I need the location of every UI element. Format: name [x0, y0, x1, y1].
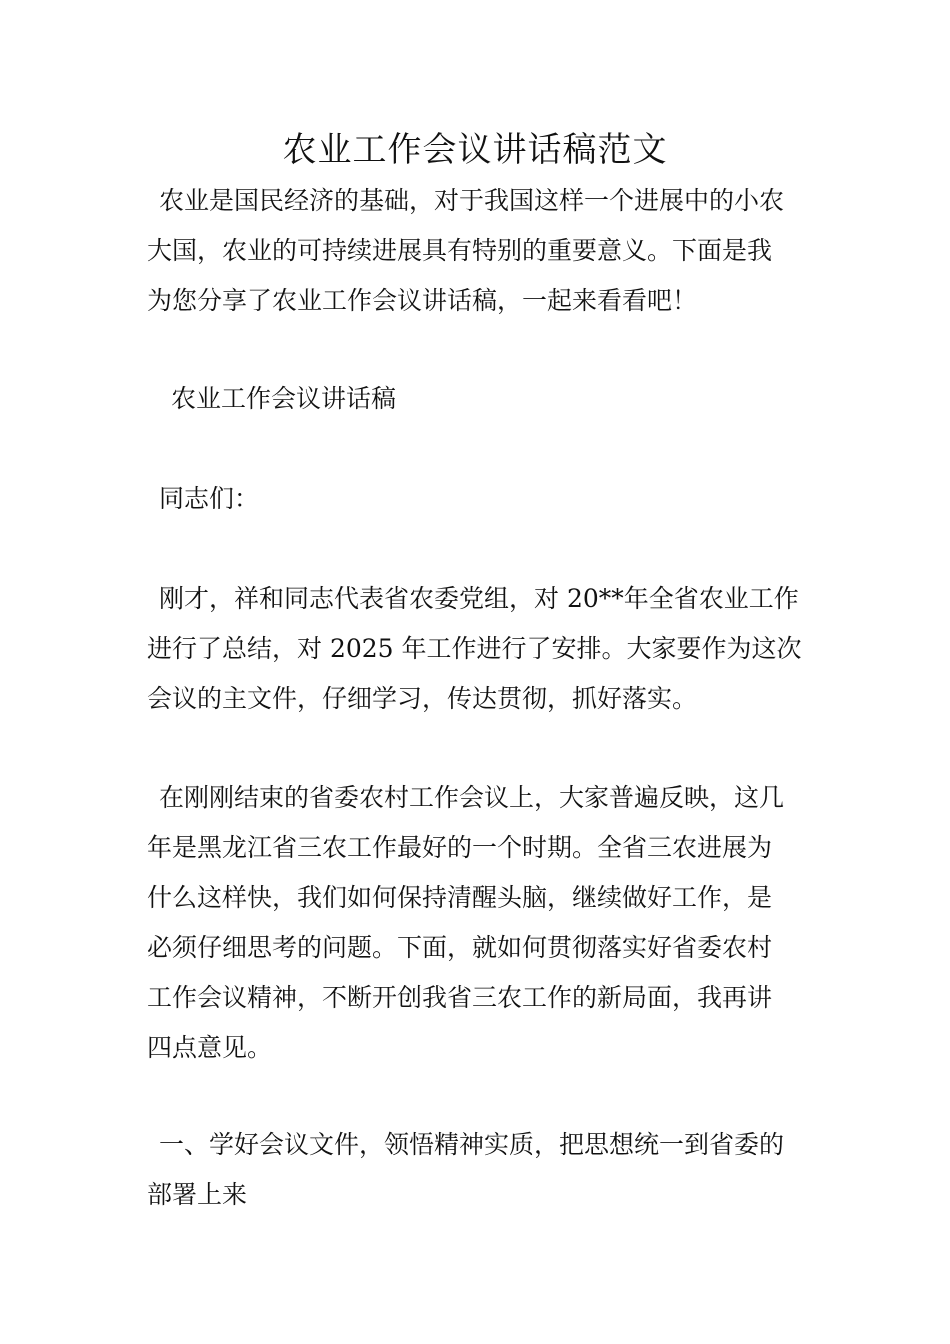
section-heading-one — [147, 1120, 809, 1220]
paragraph-reflection — [147, 773, 809, 1073]
text-line: 必须仔细思考的问题。下面，就如何贯彻落实好省委农村 — [147, 933, 773, 962]
text-line: 为您分享了农业工作会议讲话稿，一起来看看吧！ — [147, 286, 698, 315]
text-line: 年是黑龙江省三农工作最好的一个时期。全省三农进展为 — [147, 833, 773, 862]
text-line: 农业工作会议讲话稿 — [171, 384, 397, 413]
document-title: 农业工作会议讲话稿范文 — [282, 130, 668, 170]
intro-paragraph — [147, 176, 809, 326]
speech-heading — [147, 374, 809, 424]
text-line: 部署上来 — [147, 1180, 248, 1209]
text-line: 大国，农业的可持续进展具有特别的重要意义。下面是我 — [147, 236, 773, 265]
text-line: 刚才，祥和同志代表省农委党组，对 20**年全省农业工作 — [159, 584, 799, 613]
text-line: 同志们： — [159, 484, 260, 513]
text-line: 农业是国民经济的基础，对于我国这样一个进展中的小农 — [159, 186, 785, 215]
text-line: 进行了总结，对 2025 年工作进行了安排。大家要作为这次 — [147, 634, 802, 663]
text-line: 一、学好会议文件，领悟精神实质，把思想统一到省委的 — [159, 1130, 785, 1159]
paragraph-summary — [147, 574, 809, 724]
text-line: 四点意见。 — [147, 1033, 273, 1062]
text-line: 在刚刚结束的省委农村工作会议上，大家普遍反映，这几 — [159, 783, 785, 812]
text-line: 工作会议精神，不断开创我省三农工作的新局面，我再讲 — [147, 983, 773, 1012]
salutation — [147, 474, 809, 524]
text-line: 会议的主文件，仔细学习，传达贯彻，抓好落实。 — [147, 684, 698, 713]
text-line: 什么这样快，我们如何保持清醒头脑，继续做好工作，是 — [147, 883, 773, 912]
